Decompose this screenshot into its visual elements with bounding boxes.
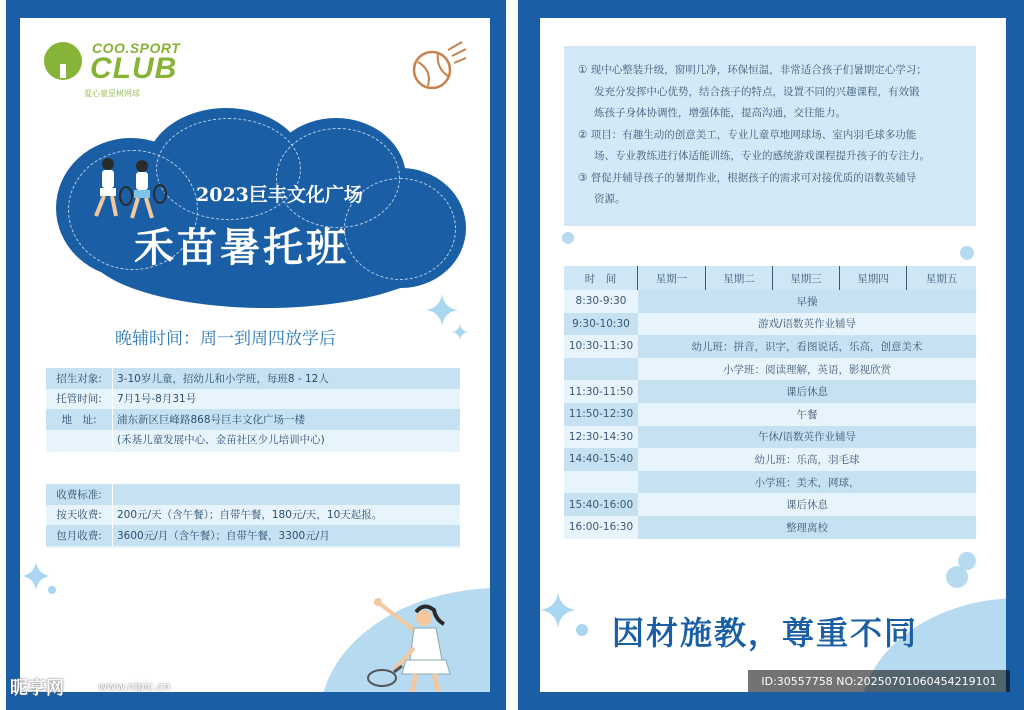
schedule-activity: 早操 (638, 290, 976, 313)
slogan-text: 因材施教，尊重不同 (612, 614, 919, 652)
title-cloud (46, 98, 466, 308)
schedule-row (564, 335, 976, 358)
info-row (46, 430, 460, 451)
fee-value (112, 484, 460, 505)
schedule-activity: 午休/语数英作业辅导 (638, 426, 976, 449)
program-notes (564, 46, 976, 226)
schedule-activity: 午餐 (638, 403, 976, 426)
info-row (46, 389, 460, 410)
info-label: 托管时间: (56, 393, 102, 406)
schedule-time: 11:30-11:50 (568, 385, 634, 398)
evening-time-text: 晚辅时间：周一到周四放学后 (115, 329, 336, 349)
note-line: 场、专业教练进行体适能训练，专业的感统游戏课程提升孩子的专注力。 (594, 150, 930, 162)
schedule-time: 11:50-12:30 (568, 408, 634, 421)
schedule-time: 8:30-9:30 (575, 295, 627, 308)
schedule-time: 9:30-10:30 (572, 317, 630, 330)
right-flyer-page (518, 0, 1024, 710)
decor-dot (946, 566, 968, 588)
fee-value: 3600元/月（含午餐）；自带午餐，3300元/月 (112, 525, 460, 546)
tennis-ball-icon (410, 36, 470, 96)
schedule-row (564, 358, 976, 381)
header-time: 时 间 (564, 266, 638, 290)
tennis-player-girl-icon (366, 594, 466, 692)
info-value: 7月1号-8月31号 (112, 389, 460, 410)
info-value: 3-10岁儿童，招幼儿和小学班，每班8 - 12人 (112, 368, 460, 389)
left-flyer-page (6, 0, 506, 710)
note-line: ③ 督促并辅导孩子的暑期作业，根据孩子的需求可对接优质的语数英辅导 (578, 171, 917, 184)
tennis-players-icon (86, 154, 176, 224)
schedule-time: 12:30-14:30 (568, 430, 634, 443)
note-line: ① 现中心整装升级，窗明几净，环保恒温，非常适合孩子们暑期定心学习； (578, 64, 927, 76)
note-line: 炼孩子身体协调性，增强体能，提高沟通，交往能力。 (594, 107, 846, 119)
schedule-row (564, 448, 976, 471)
logo-tagline: 爱心童星树网球 (84, 89, 140, 98)
logo-big-text: CLUB (90, 52, 178, 85)
schedule-time: 16:00-16:30 (568, 521, 634, 534)
schedule-row (564, 471, 976, 494)
schedule-time (564, 358, 638, 381)
sparkle-icon (540, 588, 600, 648)
schedule-row (564, 426, 976, 449)
info-label: 地 址: (61, 413, 97, 426)
header-friday: 星期五 (925, 272, 958, 285)
right-sheet (540, 18, 1006, 692)
note-line: 发充分发挥中心优势，结合孩子的特点，设置不同的兴趣课程，有效锻 (594, 85, 920, 98)
info-row (46, 368, 460, 389)
info-value: 浦东新区巨峰路868号巨丰文化广场一楼 (112, 409, 460, 430)
fee-row (46, 484, 460, 505)
enrollment-info-table (46, 368, 460, 452)
decor-dot (562, 232, 574, 244)
schedule-row (564, 516, 976, 539)
schedule-row (564, 493, 976, 516)
info-row (46, 409, 460, 430)
info-value: (禾基儿童发展中心、金苗社区少儿培训中心) (112, 430, 460, 451)
fee-label: 包月收费: (56, 529, 102, 542)
schedule-activity: 课后休息 (638, 493, 976, 516)
logo-small-text: COO.SPORT (92, 40, 181, 56)
schedule-row (564, 380, 976, 403)
fee-info-table (46, 484, 460, 548)
watermark-brand: 昵享网 (10, 678, 64, 699)
fee-row (46, 505, 460, 526)
schedule-activity: 小学班：阅读理解，英语，影视欣赏 (638, 358, 976, 381)
sparkle-icon (422, 290, 472, 344)
fee-label: 收费标准: (56, 488, 102, 501)
fee-label: 按天收费: (56, 509, 102, 522)
info-label: 招生对象: (56, 372, 102, 385)
decor-dot (960, 246, 974, 260)
header-wednesday: 星期三 (773, 266, 840, 290)
header-thursday: 星期四 (840, 266, 907, 290)
watermark-url: www.nipic.cn (98, 680, 171, 693)
fee-value: 200元/天（含午餐）；自带午餐，180元/天，10天起报。 (112, 505, 460, 526)
schedule-time: 10:30-11:30 (568, 340, 634, 353)
schedule-row (564, 313, 976, 336)
tree-icon (44, 42, 82, 80)
info-label (46, 430, 112, 451)
schedule-activity: 课后休息 (638, 380, 976, 403)
schedule-activity: 幼儿班：拼音，识字，看图说话，乐高，创意美术 (638, 335, 976, 358)
left-sheet (20, 18, 490, 692)
schedule-activity: 小学班：美术，网球， (638, 471, 976, 494)
note-line: 资源。 (594, 193, 626, 205)
header-monday: 星期一 (638, 266, 706, 290)
schedule-activity: 整理离校 (638, 516, 976, 539)
schedule-row (564, 403, 976, 426)
cloud-title: 禾苗暑托班 (134, 224, 349, 271)
note-line: ② 项目：有趣生动的创意美工，专业儿童草地网球场、室内羽毛球多功能 (578, 128, 917, 141)
schedule-row (564, 290, 976, 313)
schedule-time: 14:40-15:40 (568, 453, 634, 466)
schedule-time (564, 471, 638, 494)
schedule-time: 15:40-16:00 (568, 498, 634, 511)
sparkle-icon (20, 560, 60, 600)
club-logo (44, 40, 204, 100)
header-tuesday: 星期二 (706, 266, 773, 290)
fee-row (46, 525, 460, 546)
schedule-activity: 游戏/语数英作业辅导 (638, 313, 976, 336)
cloud-subtitle: 2023巨丰文化广场 (196, 184, 363, 206)
schedule-header (564, 266, 976, 290)
schedule-table (564, 266, 976, 539)
schedule-activity: 幼儿班：乐高，羽毛球 (638, 448, 976, 471)
watermark-id: ID:30557758 NO:20250701060454219101 (748, 670, 1010, 692)
